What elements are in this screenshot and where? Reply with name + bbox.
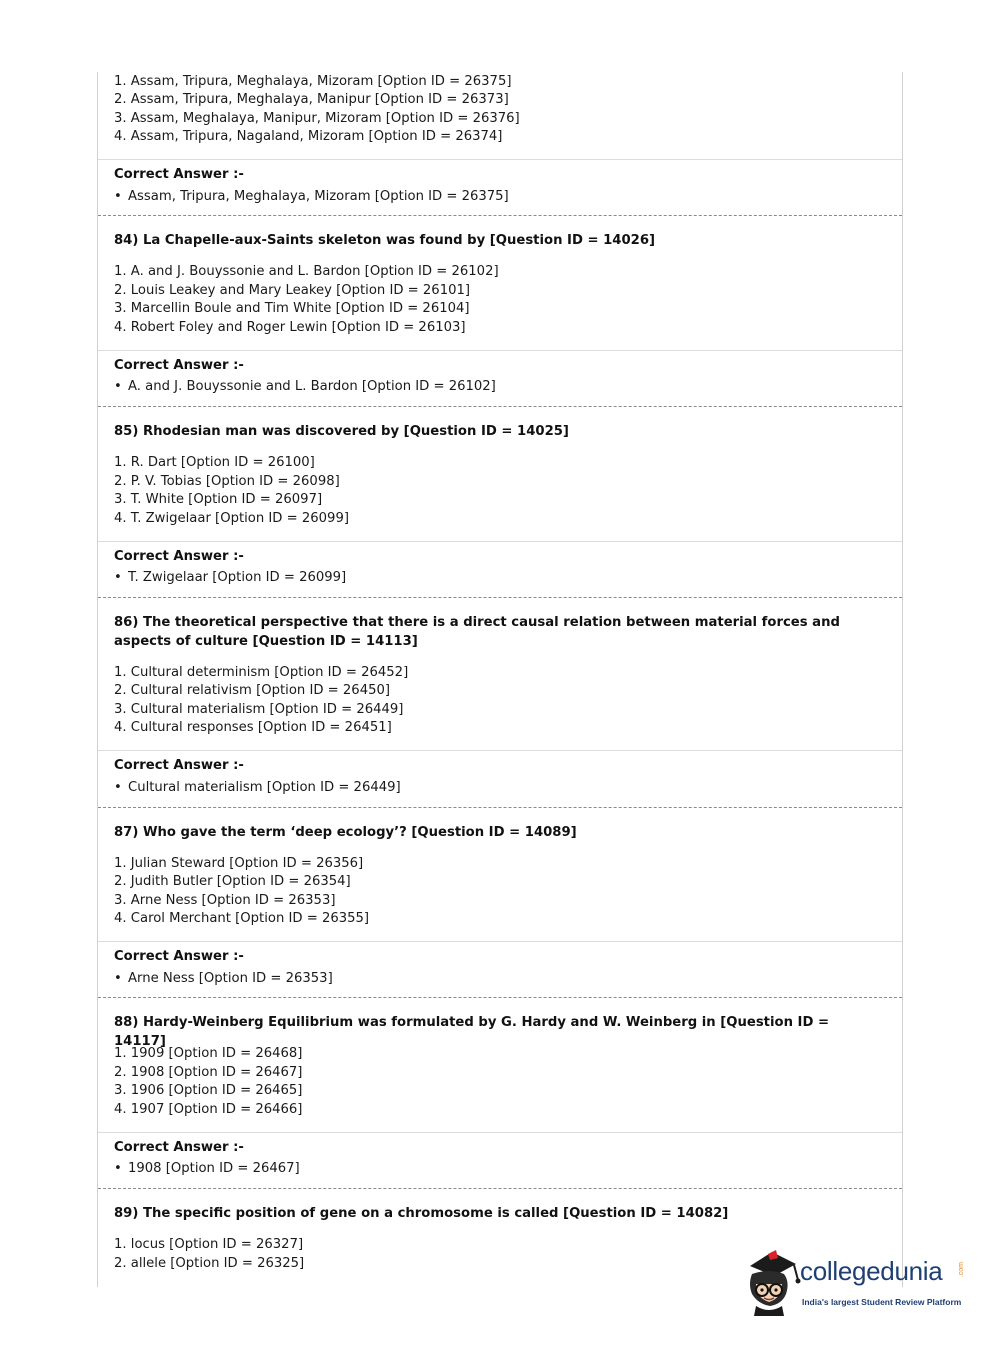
option-2: 2. Judith Butler [Option ID = 26354] [114, 874, 351, 889]
option-2: 2. Cultural relativism [Option ID = 26450] [114, 683, 391, 698]
correct-answer [114, 569, 346, 587]
bullet: • [114, 570, 122, 585]
correct-answer-label: Correct Answer :- [114, 758, 244, 773]
correct-answer-text: Arne Ness [Option ID = 26353] [128, 971, 333, 986]
bullet: • [114, 971, 122, 986]
option-1: 1. R. Dart [Option ID = 26100] [114, 455, 315, 470]
question-text: 86) The theoretical perspective that there is a direct causal relation between material forces and aspects of culture [Question ID = 14113] [114, 615, 840, 649]
divider [98, 541, 902, 542]
question-86-block [98, 597, 902, 807]
option-3: 3. Marcellin Boule and Tim White [Option ID = 26104] [114, 301, 470, 316]
option-1: 1. Julian Steward [Option ID = 26356] [114, 856, 364, 871]
question-text: 89) The specific position of gene on a chromosome is called [Question ID = 14082] [114, 1206, 729, 1221]
divider [98, 1132, 902, 1133]
divider [98, 159, 902, 160]
logo-com: .com [958, 1262, 965, 1278]
question-text: 87) Who gave the term ‘deep ecology’? [Question ID = 14089] [114, 825, 577, 840]
bullet: • [114, 1161, 122, 1176]
correct-answer-text: A. and J. Bouyssonie and L. Bardon [Option ID = 26102] [128, 379, 496, 394]
correct-answer-label: Correct Answer :- [114, 1140, 244, 1155]
question-88-block [98, 997, 902, 1188]
question-text: 84) La Chapelle-aux-Saints skeleton was found by [Question ID = 14026] [114, 233, 656, 248]
option-3: 3. Cultural materialism [Option ID = 26449] [114, 702, 404, 717]
bullet: • [114, 780, 122, 795]
divider [98, 350, 902, 351]
option-4: 4. 1907 [Option ID = 26466] [114, 1102, 303, 1117]
option-2: 2. Assam, Tripura, Meghalaya, Manipur [Option ID = 26373] [114, 92, 509, 107]
correct-answer [114, 378, 496, 396]
question-paper-page [97, 72, 903, 1287]
correct-answer-label: Correct Answer :- [114, 167, 244, 182]
option-3: 3. Assam, Meghalaya, Manipur, Mizoram [Option ID = 26376] [114, 111, 520, 126]
correct-answer [114, 188, 509, 206]
correct-answer-text: T. Zwigelaar [Option ID = 26099] [128, 570, 347, 585]
question-83-block [98, 72, 902, 215]
bullet: • [114, 189, 122, 204]
mascot-icon [742, 1248, 802, 1318]
option-4: 4. T. Zwigelaar [Option ID = 26099] [114, 511, 349, 526]
option-3: 3. T. White [Option ID = 26097] [114, 492, 323, 507]
option-2: 2. P. V. Tobias [Option ID = 26098] [114, 474, 340, 489]
question-85-block [98, 406, 902, 597]
option-4: 4. Carol Merchant [Option ID = 26355] [114, 911, 370, 926]
correct-answer-label: Correct Answer :- [114, 358, 244, 373]
option-1: 1. A. and J. Bouyssonie and L. Bardon [Option ID = 26102] [114, 264, 499, 279]
option-2: 2. 1908 [Option ID = 26467] [114, 1065, 303, 1080]
option-3: 3. 1906 [Option ID = 26465] [114, 1083, 303, 1098]
option-1: 1. 1909 [Option ID = 26468] [114, 1046, 303, 1061]
question-text: 85) Rhodesian man was discovered by [Question ID = 14025] [114, 424, 569, 439]
option-2: 2. Louis Leakey and Mary Leakey [Option ID = 26101] [114, 283, 471, 298]
correct-answer-text: 1908 [Option ID = 26467] [128, 1161, 300, 1176]
bullet: • [114, 379, 122, 394]
divider [98, 750, 902, 751]
correct-answer [114, 1160, 300, 1178]
option-2: 2. allele [Option ID = 26325] [114, 1256, 305, 1271]
question-text: 88) Hardy-Weinberg Equilibrium was formulated by G. Hardy and W. Weinberg in [Question ID = 14117] [114, 1015, 830, 1049]
option-4: 4. Cultural responses [Option ID = 26451] [114, 720, 392, 735]
divider [98, 941, 902, 942]
option-1: 1. Assam, Tripura, Meghalaya, Mizoram [Option ID = 26375] [114, 74, 512, 89]
logo-wordmark: collegedunia [800, 1256, 943, 1286]
option-4: 4. Assam, Tripura, Nagaland, Mizoram [Option ID = 26374] [114, 129, 503, 144]
correct-answer [114, 970, 333, 988]
correct-answer-text: Cultural materialism [Option ID = 26449] [128, 780, 401, 795]
logo-tagline: India's largest Student Review Platform [802, 1297, 962, 1307]
correct-answer [114, 779, 401, 797]
option-3: 3. Arne Ness [Option ID = 26353] [114, 893, 336, 908]
question-84-block [98, 215, 902, 406]
option-4: 4. Robert Foley and Roger Lewin [Option ID = 26103] [114, 320, 466, 335]
correct-answer-label: Correct Answer :- [114, 549, 244, 564]
correct-answer-label: Correct Answer :- [114, 949, 244, 964]
question-87-block [98, 807, 902, 997]
collegedunia-logo [742, 1248, 972, 1320]
option-1: 1. locus [Option ID = 26327] [114, 1237, 304, 1252]
correct-answer-text: Assam, Tripura, Meghalaya, Mizoram [Option ID = 26375] [128, 189, 509, 204]
option-1: 1. Cultural determinism [Option ID = 26452] [114, 665, 409, 680]
